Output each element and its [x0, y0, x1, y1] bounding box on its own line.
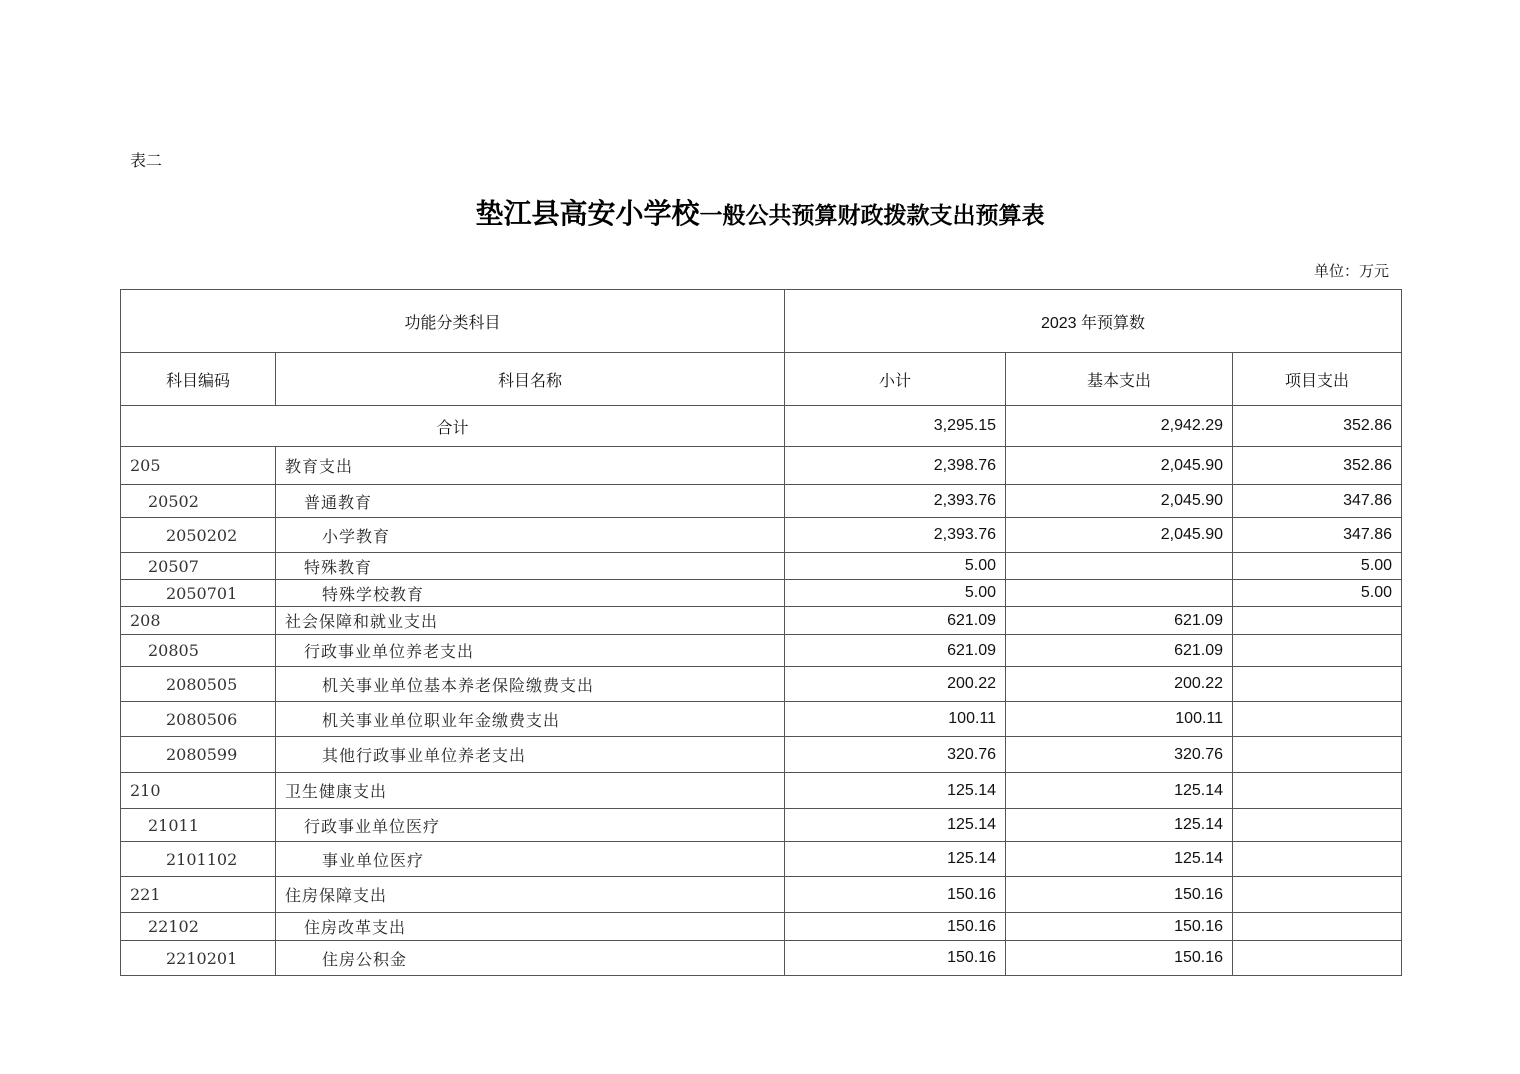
table-row	[121, 580, 1402, 607]
row-name: 特殊教育	[276, 553, 785, 580]
row-code: 2080506	[121, 702, 276, 737]
row-project	[1233, 702, 1402, 737]
row-subtotal: 2,393.76	[785, 518, 1006, 553]
row-project	[1233, 773, 1402, 809]
row-name: 行政事业单位医疗	[276, 809, 785, 842]
row-project	[1233, 737, 1402, 773]
row-subtotal: 100.11	[785, 702, 1006, 737]
row-project	[1233, 941, 1402, 976]
row-name: 住房保障支出	[276, 877, 785, 913]
table-number-label: 表二	[130, 151, 163, 170]
row-name: 教育支出	[276, 447, 785, 485]
row-basic: 2,045.90	[1006, 485, 1233, 518]
total-project: 352.86	[1233, 406, 1402, 447]
row-subtotal: 621.09	[785, 635, 1006, 667]
row-name: 机关事业单位基本养老保险缴费支出	[276, 667, 785, 702]
table-row	[121, 941, 1402, 976]
row-basic	[1006, 553, 1233, 580]
unit-label: 单位：万元	[1313, 262, 1389, 280]
table-row	[121, 737, 1402, 773]
table-row	[121, 773, 1402, 809]
row-basic: 125.14	[1006, 773, 1233, 809]
row-code: 2050202	[121, 518, 276, 553]
row-subtotal: 125.14	[785, 809, 1006, 842]
row-code: 2080599	[121, 737, 276, 773]
row-subtotal: 125.14	[785, 773, 1006, 809]
row-project	[1233, 635, 1402, 667]
table-row	[121, 607, 1402, 635]
row-name: 住房改革支出	[276, 913, 785, 941]
table-row	[121, 518, 1402, 553]
row-subtotal: 2,398.76	[785, 447, 1006, 485]
row-code: 22102	[121, 913, 276, 941]
header-budget-2023: 2023 年预算数	[785, 290, 1402, 353]
row-code: 2050701	[121, 580, 276, 607]
row-basic: 320.76	[1006, 737, 1233, 773]
row-project	[1233, 667, 1402, 702]
row-name: 普通教育	[276, 485, 785, 518]
row-project: 5.00	[1233, 580, 1402, 607]
total-label: 合计	[121, 406, 785, 447]
row-code: 2210201	[121, 941, 276, 976]
row-subtotal: 200.22	[785, 667, 1006, 702]
row-name: 小学教育	[276, 518, 785, 553]
title-school-name: 垫江县高安小学校	[475, 197, 700, 230]
row-project	[1233, 913, 1402, 941]
row-subtotal: 5.00	[785, 553, 1006, 580]
header-name: 科目名称	[276, 353, 785, 406]
row-code: 21011	[121, 809, 276, 842]
row-subtotal: 5.00	[785, 580, 1006, 607]
total-basic: 2,942.29	[1006, 406, 1233, 447]
row-name: 其他行政事业单位养老支出	[276, 737, 785, 773]
total-row	[121, 406, 1402, 447]
table-row	[121, 877, 1402, 913]
header-project: 项目支出	[1233, 353, 1402, 406]
row-basic: 100.11	[1006, 702, 1233, 737]
table-row	[121, 635, 1402, 667]
table-row	[121, 913, 1402, 941]
row-project: 352.86	[1233, 447, 1402, 485]
header-row-groups	[121, 290, 1402, 353]
row-basic: 2,045.90	[1006, 518, 1233, 553]
row-basic: 125.14	[1006, 842, 1233, 877]
header-subtotal: 小计	[785, 353, 1006, 406]
header-basic: 基本支出	[1006, 353, 1233, 406]
row-basic: 200.22	[1006, 667, 1233, 702]
row-code: 20502	[121, 485, 276, 518]
table-row	[121, 842, 1402, 877]
row-name: 特殊学校教育	[276, 580, 785, 607]
row-subtotal: 125.14	[785, 842, 1006, 877]
row-project: 5.00	[1233, 553, 1402, 580]
row-name: 机关事业单位职业年金缴费支出	[276, 702, 785, 737]
header-function-classification: 功能分类科目	[121, 290, 785, 353]
row-subtotal: 320.76	[785, 737, 1006, 773]
row-name: 社会保障和就业支出	[276, 607, 785, 635]
row-project	[1233, 877, 1402, 913]
table-row	[121, 702, 1402, 737]
table-row	[121, 667, 1402, 702]
row-name: 卫生健康支出	[276, 773, 785, 809]
row-subtotal: 150.16	[785, 941, 1006, 976]
total-subtotal: 3,295.15	[785, 406, 1006, 447]
row-project	[1233, 842, 1402, 877]
row-basic: 2,045.90	[1006, 447, 1233, 485]
document-title	[0, 192, 1520, 232]
row-basic: 150.16	[1006, 877, 1233, 913]
table-row	[121, 447, 1402, 485]
row-code: 221	[121, 877, 276, 913]
row-basic: 150.16	[1006, 941, 1233, 976]
row-code: 210	[121, 773, 276, 809]
row-code: 205	[121, 447, 276, 485]
row-subtotal: 621.09	[785, 607, 1006, 635]
row-project	[1233, 809, 1402, 842]
row-code: 208	[121, 607, 276, 635]
row-basic: 621.09	[1006, 607, 1233, 635]
row-code: 2101102	[121, 842, 276, 877]
table-row	[121, 809, 1402, 842]
table-row	[121, 485, 1402, 518]
title-table-name: 一般公共预算财政拨款支出预算表	[699, 202, 1045, 229]
row-basic: 125.14	[1006, 809, 1233, 842]
row-basic	[1006, 580, 1233, 607]
row-name: 住房公积金	[276, 941, 785, 976]
row-code: 20507	[121, 553, 276, 580]
row-code: 20805	[121, 635, 276, 667]
row-project: 347.86	[1233, 518, 1402, 553]
row-project	[1233, 607, 1402, 635]
row-basic: 150.16	[1006, 913, 1233, 941]
row-code: 2080505	[121, 667, 276, 702]
row-name: 行政事业单位养老支出	[276, 635, 785, 667]
header-row-columns	[121, 353, 1402, 406]
row-subtotal: 2,393.76	[785, 485, 1006, 518]
row-basic: 621.09	[1006, 635, 1233, 667]
budget-table	[120, 289, 1402, 976]
row-subtotal: 150.16	[785, 877, 1006, 913]
row-subtotal: 150.16	[785, 913, 1006, 941]
header-code: 科目编码	[121, 353, 276, 406]
row-project: 347.86	[1233, 485, 1402, 518]
row-name: 事业单位医疗	[276, 842, 785, 877]
table-row	[121, 553, 1402, 580]
